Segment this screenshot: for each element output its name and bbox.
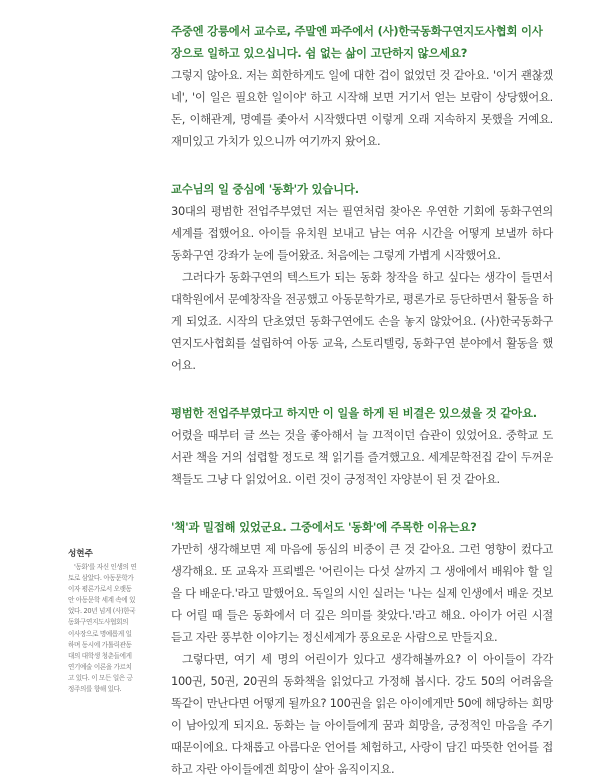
author-bio-line: '동화'를 자신 인생의 연 xyxy=(74,563,137,571)
author-bio-line: 정주의를 향해 있다. xyxy=(68,685,122,694)
question-2: 교수님의 일 중심에 '동화'가 있습니다. xyxy=(171,182,359,196)
author-bio-line: 고 있다. 이 모든 일은 긍 xyxy=(68,673,133,682)
answer-2-paragraph-1: 30대의 평범한 전업주부였던 저는 필연처럼 찾아온 우연한 기회에 동화구연의 세계를 접했어요. 아이들 유치원 보내고 남는 여유 시간을 어떻게 보낼까 하다 동화구연 강좌가 눈에 들어왔죠. 처음에는 그렇게 가볍게 시작했어요. xyxy=(171,204,553,262)
question-3: 평범한 전업주부였다고 하지만 이 일을 하게 된 비결은 있으셨을 것 같아요. xyxy=(171,406,537,420)
question-4: '책'과 밀접해 있었군요. 그중에서도 '동화'에 주목한 이유는요? xyxy=(171,520,477,534)
answer-4-paragraph-1: 가만히 생각해보면 제 마음에 동심의 비중이 큰 것 같아요. 그런 영향이 컸다고 생각해요. 또 교육자 프뢰벨은 '어린이는 다섯 살까지 그 생애에서 배워야 할 일을 다 배운다.'라고 말했어요. 독일의 시인 실러는 '나는 실제 인생에서 배운 것보다 어릴 때 들은 동화에서 더 깊은 의미를 찾았다.'라고 해요. 아이가 어린 시절 듣고 자란 풍부한 이야기는 정신세계가 풍요로운 사람으로 만들지요. xyxy=(171,542,553,644)
question-1: 주중엔 강릉에서 교수로, 주말엔 파주에서 (사)한국동화구연지도사협회 이사장으로 일하고 있으십니다. 쉼 없는 삶이 고단하지 않으세요? xyxy=(171,24,543,60)
author-bio xyxy=(68,562,156,695)
author-bio-line: 동화구연지도사협회의 xyxy=(68,618,129,627)
author-bio-line: 대의 대학생 청춘들에게 xyxy=(68,651,132,660)
author-profile xyxy=(68,547,156,695)
author-bio-line: 토로 삼았다. 아동문학가 xyxy=(68,574,134,583)
author-bio-line: 이자 평론가로서 오랫동 xyxy=(68,585,132,594)
author-bio-line: 이사장으로 명예롭게 일 xyxy=(68,629,132,638)
author-bio-line: 안 아동문학 세계 속에 있 xyxy=(68,596,136,605)
author-bio-line: 었다. 20년 넘게 (사)한국 xyxy=(68,607,136,616)
answer-3-paragraph-1: 어렸을 때부터 글 쓰는 것을 좋아해서 늘 끄적이던 습관이 있었어요. 중학교 도서관 책을 거의 섭렵할 정도로 책 읽기를 즐겨했고요. 세계문학전집 같이 두꺼운 책들도 그냥 다 읽었어요. 이런 것이 긍정적인 자양분이 된 것 같아요. xyxy=(171,428,553,486)
interview-body xyxy=(171,20,553,780)
answer-4-paragraph-2: 그렇다면, 여기 세 명의 어린이가 있다고 생각해볼까요? 이 아이들이 각각 100권, 50권, 20권의 동화책을 읽었다고 가정해 봅시다. 강도 50의 어려움을 똑같이 만난다면 어떻게 될까요? 100권을 읽은 아이에게만 50에 해당하는 희망이 남아있게 되지요. 동화는 늘 아이들에게 꿈과 희망을, 긍정적인 마음을 주기 때문이에요. 다채롭고 아름다운 언어를 체험하고, 사랑이 담긴 따뜻한 언어를 접하고 자란 아이들에겐 희망이 살아 움직이지요. xyxy=(171,652,553,776)
answer-2-paragraph-2: 그러다가 동화구연의 텍스트가 되는 동화 창작을 하고 싶다는 생각이 들면서 대학원에서 문예창작을 전공했고 아동문학가로, 평론가로 등단하면서 활동을 하게 되었죠. 시작의 단초였던 동화구연에도 손을 놓지 않았어요. (사)한국동화구연지도사협회를 설립하여 아동 교육, 스토리텔링, 동화구연 분야에서 활동을 했어요. xyxy=(171,270,553,372)
author-bio-line: 연기예술 이론을 가르치 xyxy=(68,662,132,671)
author-bio-line: 하며 동시에 가톨릭관동 xyxy=(68,640,132,649)
author-name: 성현주 xyxy=(68,549,93,559)
answer-1-paragraph-1: 그렇지 않아요. 저는 희한하게도 일에 대한 겁이 없었던 것 같아요. '이거 괜찮겠네', '이 일은 필요한 일이야' 하고 시작해 보면 거기서 얻는 보람이 상당했어요. 돈, 이해관계, 명예를 좇아서 시작했다면 이렇게 오래 지속하지 못했을 거예요. 재미있고 가치가 있으니까 여기까지 왔어요. xyxy=(171,68,553,148)
